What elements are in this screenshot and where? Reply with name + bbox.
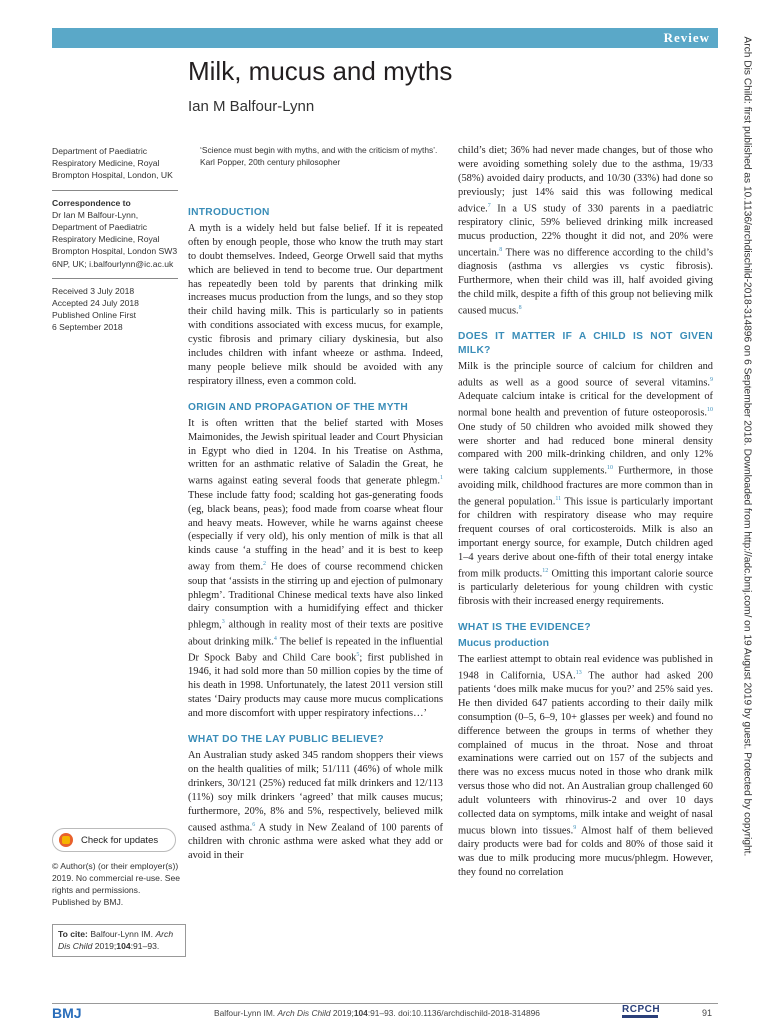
- copyright-notice: [52, 860, 180, 908]
- cite-pages: :91–93.: [130, 940, 160, 951]
- divider: [52, 278, 178, 279]
- article-title: Milk, mucus and myths: [188, 56, 453, 86]
- reference-link[interactable]: 11: [555, 495, 562, 502]
- text-run: Almost half of them believed dairy products were bad for colds and 80% of those said it was due to milk producing more mucus/phlegm. However, they found no correlation: [458, 825, 713, 879]
- section-heading-introduction: INTRODUCTION: [188, 207, 270, 218]
- bmj-logo: BMJ: [52, 1005, 82, 1021]
- accepted-date: Accepted 24 July 2018: [52, 298, 139, 309]
- epigraph-quote: ‘Science must begin with myths, and with the criticism of myths’. Karl Popper, 20th century philosopher: [200, 145, 438, 167]
- text-run: He does of course recommend chicken soup that ‘assists in the stirring up and ejection of pulmonary phlegm’. Traditional Chinese medical texts have also linked dairy consumption with a humidifying effect and thicker phlegm,: [188, 561, 443, 631]
- cite-box: [52, 924, 186, 957]
- text-run: A study in New Zealand of 100 parents of children with chronic asthma were asked what they add or avoid in their: [188, 821, 443, 861]
- footer-cite-author: Balfour-Lynn IM.: [214, 1008, 278, 1018]
- footer-citation: [214, 1008, 540, 1018]
- published-label: Published Online First: [52, 310, 137, 321]
- page-number: 91: [702, 1008, 713, 1018]
- reference-link[interactable]: 6: [252, 821, 256, 828]
- subsection-heading-mucus: Mucus production: [458, 636, 549, 649]
- reference-link[interactable]: 1: [440, 475, 443, 482]
- paragraph: [458, 653, 713, 880]
- cite-label: To cite:: [58, 929, 88, 939]
- received-date: Received 3 July 2018: [52, 285, 135, 296]
- text-run: There was no difference according to the child’s diagnosis (asthma vs allergies vs cystic fibrosis). Furthermore, when their child was ill, half avoided giving the child milk, despite a fifth of this group not believing milk caused mucus.: [458, 247, 713, 317]
- article-sidebar: [52, 145, 178, 334]
- text-run: Milk is the principle source of calcium for children and adults as well as a good source of several vitamins.: [458, 361, 713, 389]
- divider: [52, 190, 178, 191]
- reference-link[interactable]: 13: [575, 669, 582, 676]
- text-run: Adequate calcium intake is critical for the development of normal bone health and prevention of future osteoporosis.: [458, 391, 713, 419]
- rcpch-logo: RCPCH: [622, 1004, 661, 1015]
- cite-author: Balfour-Lynn IM.: [90, 929, 154, 939]
- text-run: These include fatty food; scalding hot gas-generating foods (eg, black beans, peas); food made from coarse wheat flour and heavy meats. However, while he warns against cheese (especially if very old), his only mention of milk is that all kinds cause ‘a stuffing in the head’ and it is best to keep away from them.: [188, 489, 443, 573]
- text-run: One study of 50 children who avoided milk showed they were shorter and had reduced bone mineral density compared with 200 milk-drinking children, and only 12% were taking calcium supplements.: [458, 421, 713, 477]
- text-run: child’s diet; 36% had never made changes, but of those who were avoiding something solely due to the asthma, 19/33 (58%) avoided dairy products, and 10/30 (33%) had done so previously; just 14% said this was following medical advice.: [458, 145, 713, 215]
- section-heading-evidence: WHAT IS THE EVIDENCE?: [458, 621, 591, 633]
- footer-divider: [52, 1003, 718, 1004]
- text-run: An Australian study asked 345 random shoppers their views on the health qualities of milk; 51/111 (46%) of whole milk drinkers, 30/121 (25%) reduced fat milk drinkers and 12/113 (11%) soy milk drinkers ‘agreed’ that milk causes mucus; furthermore, 20%, 8% and 5%, respectively, believed milk caused asthma.: [188, 749, 443, 833]
- cite-journal: Arch Dis Child: [58, 929, 174, 951]
- text-run: It is often written that the belief started with Moses Maimonides, the Jewish spiritual leader and Court Physician in Egypt who died in 1204. In his Treatise on Asthma, written for an asthmatic relative of Saladin the Great, he warns against eating several foods that generate phlegm.: [188, 417, 443, 487]
- download-notice: Arch Dis Child: first published as 10.1136/archdischild-2018-314896 on 6 September 2018. Downloaded from http://adc.bmj.com/ on 19 August 2019 by guest. Protected by copyright.: [741, 36, 753, 857]
- correspondence-address: Dr Ian M Balfour-Lynn, Department of Paediatric Respiratory Medicine, Royal Brompton Hospital, London SW3 6NP, UK; i.balfourlynn@ic.ac.uk: [52, 209, 178, 269]
- copyright-text: © Author(s) (or their employer(s)) 2019. No commercial re-use. See rights and permissions. Published by BMJ.: [52, 861, 181, 907]
- text-run: The earliest attempt to obtain real evidence was published in 1948 in California, USA.: [458, 653, 713, 682]
- reference-link[interactable]: 10: [607, 465, 614, 472]
- paragraph: [458, 144, 713, 318]
- reference-link[interactable]: 9: [573, 825, 577, 831]
- footer-cite-doi: :91–93. doi:10.1136/archdischild-2018-314896: [367, 1008, 540, 1018]
- published-date: 6 September 2018: [52, 322, 123, 333]
- reference-link[interactable]: 12: [542, 567, 549, 574]
- reference-link[interactable]: 10: [707, 407, 713, 414]
- section-label: Review: [663, 30, 710, 45]
- article-author: Ian M Balfour-Lynn: [188, 98, 315, 115]
- text-run: In a US study of 330 parents in a paediatric respiratory clinic, 59% believed drinking milk increased mucus production, 22% thought it did not, and 20% were uncertain.: [458, 203, 713, 259]
- paragraph: [188, 417, 443, 721]
- text-run: Furthermore, in those avoiding milk, childhood fractures are more common than in the general population.: [458, 465, 714, 508]
- rcpch-logo-bar: [622, 1015, 658, 1018]
- reference-link[interactable]: 2: [263, 561, 267, 568]
- paragraph: [188, 749, 443, 863]
- reference-link[interactable]: 5: [356, 652, 360, 659]
- paragraph: [458, 360, 713, 609]
- reference-link[interactable]: 4: [273, 635, 277, 642]
- affiliation: Department of Paediatric Respiratory Medicine, Royal Brompton Hospital, London, UK: [52, 146, 173, 181]
- text-run: ; first published in 1946, it had sold more than 50 million copies by the time of his death in 1998. Unfortunately, the latest 2011 version still states ‘Dairy products may cause more mucus complications and more discomfort with upper respiratory infections…’: [188, 652, 444, 720]
- footer-cite-journal: Arch Dis Child: [277, 1008, 331, 1018]
- reference-link[interactable]: 8: [499, 246, 503, 253]
- body-column-1: [188, 206, 443, 863]
- text-run: The belief is repeated in the influential Dr Spock Baby and Child Care book: [188, 636, 444, 664]
- text-run: Omitting this important calorie source is particularly deleterious for young children with cystic fibrosis with their increased energy requirements.: [458, 568, 713, 607]
- text-run: The author had asked 200 patients ‘does milk make mucus for you?’ and 25% said yes. He then divided 647 patients according to their daily milk consumption (0–5, 6–9, 10+ glasses per week) and found no difference between the groups in terms of whether they complained of mucus in the throat. Nose and throat examinations were carried out on 157 of the subjects and there was no excess mucus noted in those who drank milk versus those who did not. An Australian group challenged 60 adult volunteers with rhinovirus-2 and over 10 days collected data on symptoms, milk intake and weight of nasal mucus blown into tissues.: [458, 670, 714, 837]
- section-heading-lay-public: WHAT DO THE LAY PUBLIC BELIEVE?: [188, 734, 384, 746]
- reference-link[interactable]: 9: [710, 377, 713, 383]
- check-updates-label: Check for updates: [81, 834, 159, 846]
- section-heading-milk-matter: DOES IT MATTER IF A CHILD IS NOT GIVEN MILK?: [458, 331, 713, 357]
- section-heading-origin: ORIGIN AND PROPAGATION OF THE MYTH: [188, 401, 408, 413]
- footer-cite-volume: 104: [353, 1008, 368, 1018]
- crossmark-icon: [59, 833, 73, 847]
- body-column-2: [458, 144, 713, 880]
- section-banner: [52, 28, 718, 48]
- reference-link[interactable]: 8: [518, 304, 522, 311]
- reference-link[interactable]: 7: [487, 202, 491, 209]
- check-updates-button[interactable]: [52, 828, 176, 852]
- download-watermark: [734, 36, 754, 990]
- footer-cite-year: 2019;: [330, 1008, 354, 1018]
- correspondence-label: Correspondence to: [52, 197, 131, 208]
- text-run: This issue is particularly important for children with respiratory disease who may require frequent courses of oral corticosteroids. Milk is also an important energy source, for example, Dutch children aged 1–4 years derive about one-fifth of their total energy intake from milk products.: [458, 496, 713, 580]
- cite-volume: 104: [116, 940, 131, 951]
- text-run: although in reality most of their texts are positive about drinking milk.: [188, 619, 443, 648]
- cite-year: 2019;: [94, 940, 117, 951]
- reference-link[interactable]: 3: [221, 619, 225, 626]
- paragraph: A myth is a widely held but false belief. If it is repeated often by enough people, those who know the truth may start to doubt themselves. Indeed, George Orwell said that myths which are believed in tend to become true. Our department has repeatedly been told by parents that drinking milk increases mucus production from the lungs, and so they stop their child having milk. This is particularly so in patients with conditions associated with excess mucus, for example, cystic fibrosis and primary ciliary dyskinesia, but also includes children with infant wheeze or asthma. Indeed, many people believe milk should be avoided with any respiratory illness, even a common cold.: [188, 222, 443, 387]
